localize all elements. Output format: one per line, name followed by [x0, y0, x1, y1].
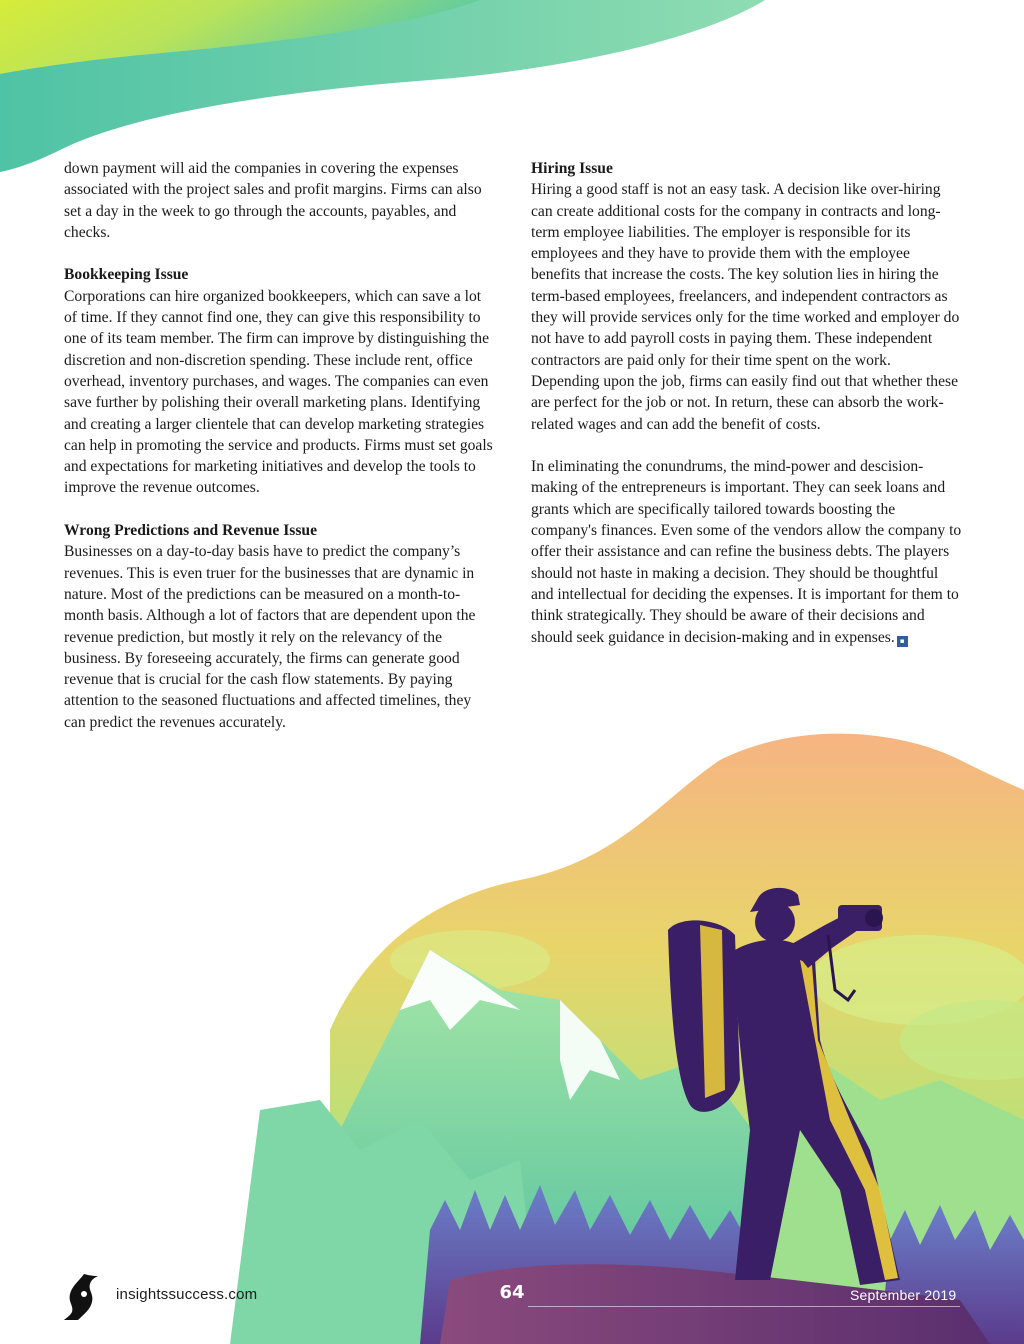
predictions-heading: Wrong Predictions and Revenue Issue [64, 522, 317, 540]
hiring-heading: Hiring Issue [531, 160, 613, 177]
predictions-paragraph: Businesses on a day-to-day basis have to predict the company’s revenues. This is even truer for the businesses that are dynamic in nature. Most of the predictions can be measured on a month-to-month basis. Although a lot of factors that are dependent upon the revenue prediction, but mostly it rely on the relevancy of the business. By foreseeing accurately, the firms can generate good revenue that is crucial for the cash flow statements. By paying attention to the seasoned fluctuations and affected timelines, they can predict the revenues accurately. [64, 543, 476, 731]
insights-success-logo-icon [64, 1274, 98, 1320]
bookkeeping-heading: Bookkeeping Issue [64, 266, 189, 284]
footer-site-url: insightssuccess.com [116, 1286, 258, 1303]
intro-paragraph: down payment will aid the companies in covering the expenses associated with the project sales and profit margins. Firms can also set a day in the week to go through the accounts, payables, and checks. [64, 160, 482, 241]
conclusion-paragraph [531, 456, 963, 648]
conclusion-text: In eliminating the conundrums, the mind-power and descision-making of the entrepreneurs is important. They can seek loans and grants which are specifically tailored towards boosting the company's finances. Even some of the vendors allow the company to offer their assistance and can refine the business debts. The players should not haste in making a decision. They should be thoughtful and intellectual for deciding the expenses. It is important for them to think strategically. They should be aware of their decisions and should seek guidance in decision-making and in expenses. [531, 458, 962, 646]
left-column [64, 158, 496, 754]
hiring-paragraph: Hiring a good staff is not an easy task. A decision like over-hiring can create additional costs for the company in contracts and long-term employee liabilities. The employer is responsible for its employees and they have to provide them with the employee benefits that increase the costs. The key solution lies in hiring the term-based employees, freelancers, and independent contractors as they will provide services only for the time worked and employer do not have to add payroll costs in paying them. These independent contractors are paid only for their time spent on the work. Depending upon the job, firms can easily find out that whether these are perfect for the job or not. In return, these can absorb the work-related wages and can add the benefit of costs. [531, 181, 960, 433]
footer-page-number: 64 [499, 1282, 525, 1303]
right-column [531, 158, 963, 669]
end-of-article-icon: ▪ [897, 636, 908, 647]
bookkeeping-paragraph: Corporations can hire organized bookkeepers, which can save a lot of time. If they cannot find one, they can give this responsibility to one of its team member. The firm can improve by distinguishing the discretion and non-discretion spending. These include rent, office overhead, inventory purchases, and wages. The companies can even save further by polishing their overall marketing plans. Identifying and creating a larger clientele that can develop marketing strategies can help in promoting the service and products. Firms must set goals and expectations for marketing initiatives and develop the tools to improve the revenue outcomes. [64, 287, 493, 497]
footer-divider [528, 1306, 960, 1307]
footer-issue-date: September 2019 [850, 1287, 957, 1303]
